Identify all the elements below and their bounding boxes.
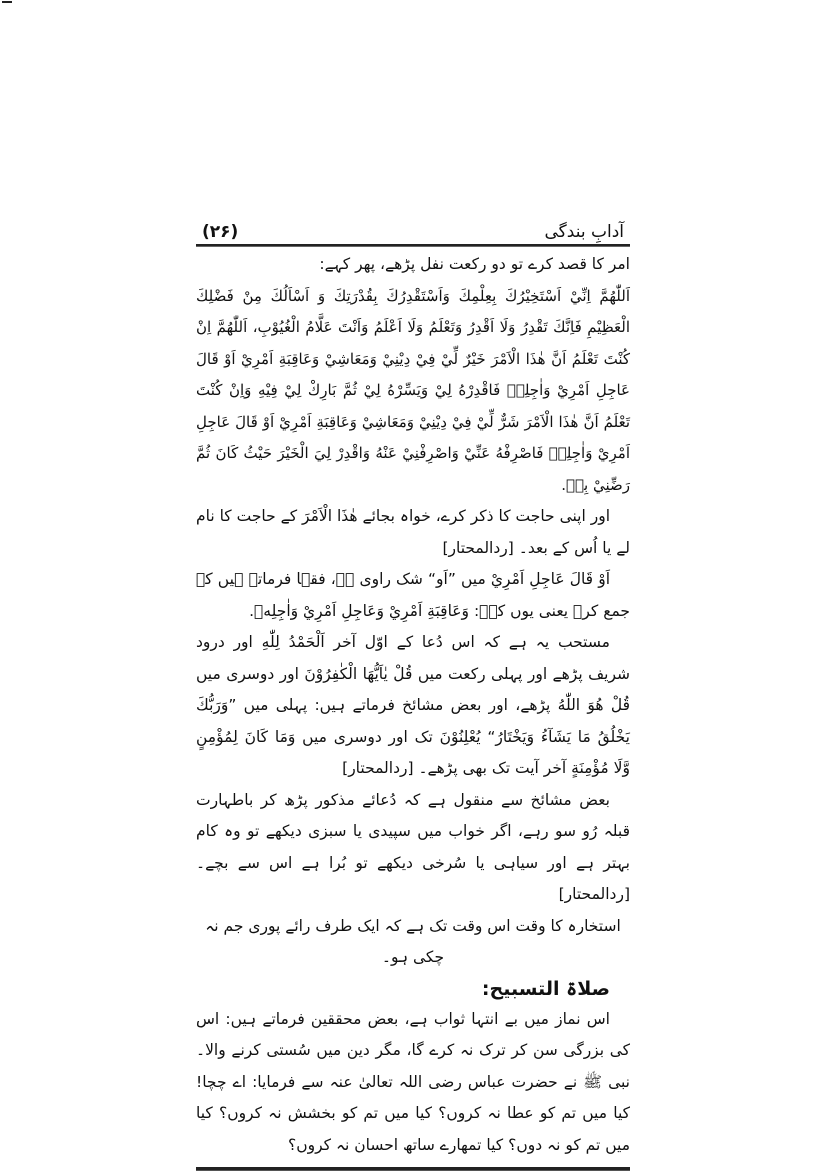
need-paragraph [196,501,630,564]
doubt-paragraph: اَوْ قَالَ عَاجِلِ اَمْرِيْ میں ”اَو“ شک راوی ہے، فقہا فرماتے ہیں کہ جمع کرے یعنی یوں کہے: وَعَاقِبَةِ اَمْرِيْ وَعَاجِلِ اَمْرِيْ وَاٰجِلِهٖ. [196,570,630,620]
mustahab-paragraph [196,627,630,785]
running-title: آدابِ بندگی [544,222,624,242]
footer-rule [196,1167,630,1171]
citation: [ردالمحتار] [442,538,514,557]
citation: [ردالمحتار] [558,885,630,903]
section-heading: صلاۃ التسبیح: [481,977,610,1000]
scan-corner-mark [2,1,12,3]
mustahab-text: مستحب یہ ہے کہ اس دُعا کے اوّل آخر اَلْحَمْدُ لِلّٰهِ اور درود شریف پڑھے اور پہلی رکعت میں قُلْ يٰاَيُّهَا الْكٰفِرُوْنَ اور دوسری میں قُلْ هُوَ اللّٰهُ پڑھے، اور بعض مشائخ فرماتے ہیں: پہلی میں ”وَرَبُّكَ يَخْلُقُ مَا يَشَآءُ وَيَخْتَارُ“ يُعْلِنُوْنَ تک اور دوسری میں وَمَا كَانَ لِمُؤْمِنٍ وَّلَا مُؤْمِنَةٍ آخر آیت تک بھی پڑھے۔ [196,633,630,777]
page-number: (۲۶) [202,222,239,242]
page-header [196,214,630,242]
intro-paragraph: امر کا قصد کرے تو دو رکعت نفل پڑھے، پھر کہے: [319,255,630,273]
time-paragraph: استخارہ کا وقت اس وقت تک ہے کہ ایک طرف رائے پوری جم نہ چکی ہو۔ [205,916,621,966]
dream-text: بعض مشائخ سے منقول ہے کہ دُعائے مذکور پڑھ کر باطہارت قبلہ رُو سو رہے، اگر خواب میں سپیدی یا سبزی دیکھے تو وہ کام بہتر ہے اور سیاہی یا سُرخی دیکھے تو بُرا ہے اس سے بچے۔ [196,790,630,872]
istikhara-dua: اَللّٰهُمَّ اِنِّيْ اَسْتَخِيْرُكَ بِعِلْمِكَ وَاَسْتَقْدِرُكَ بِقُدْرَتِكَ وَ اَسْاَلُكَ مِنْ فَضْلِكَ الْعَظِيْمِ فَاِنَّكَ تَقْدِرُ وَلَا اَقْدِرُ وَتَعْلَمُ وَلَا اَعْلَمُ وَاَنْتَ عَلَّامُ الْغُيُوْبِ، اَللّٰهُمَّ اِنْ كُنْتَ تَعْلَمُ اَنَّ هٰذَا الْاَمْرَ خَيْرٌ لِّيْ فِيْ دِيْنِيْ وَمَعَاشِيْ وَعَاقِبَةِ اَمْرِيْ اَوْ قَالَ عَاجِلِ اَمْرِيْ وَاٰجِلِهٖ فَاقْدِرْهُ لِيْ وَيَسِّرْهُ لِيْ ثُمَّ بَارِكْ لِيْ فِيْهِ وَاِنْ كُنْتَ تَعْلَمُ اَنَّ هٰذَا الْاَمْرَ شَرٌّ لِّيْ فِيْ دِيْنِيْ وَمَعَاشِيْ وَعَاقِبَةِ اَمْرِيْ اَوْ قَالَ عَاجِلِ اَمْرِيْ وَاٰجِلِهٖ فَاصْرِفْهُ عَنِّيْ وَاصْرِفْنِيْ عَنْهُ وَاقْدِرْ لِيَ الْخَيْرَ حَيْثُ كَانَ ثُمَّ رَضِّنِيْ بِهٖ. [196,286,630,494]
page-body [196,247,630,1165]
citation: [ردالمحتار] [342,759,414,777]
need-text: اور اپنی حاجت کا ذکر کرے، خواہ بجائے هٰذَا الْاَمْرَ کے حاجت کا نام لے یا اُس کے بعد۔ [196,507,630,557]
tasbih-paragraph: اس نماز میں بے انتہا ثواب ہے، بعض محققین فرماتے ہیں: اس کی بزرگی سن کر ترک نہ کرے گا، مگر دین میں سُستی کرنے والا۔ نبی ﷺ نے حضرت عباس رضی اللہ تعالیٰ عنہ سے فرمایا: اے چچا! کیا میں تم کو عطا نہ کروں؟ کیا میں تم کو بخشش نہ کروں؟ کیا میں تم کو نہ دوں؟ کیا تمھارے ساتھ احسان نہ کروں؟ [196,1009,630,1154]
book-page [196,214,630,1171]
dream-paragraph [196,785,630,911]
